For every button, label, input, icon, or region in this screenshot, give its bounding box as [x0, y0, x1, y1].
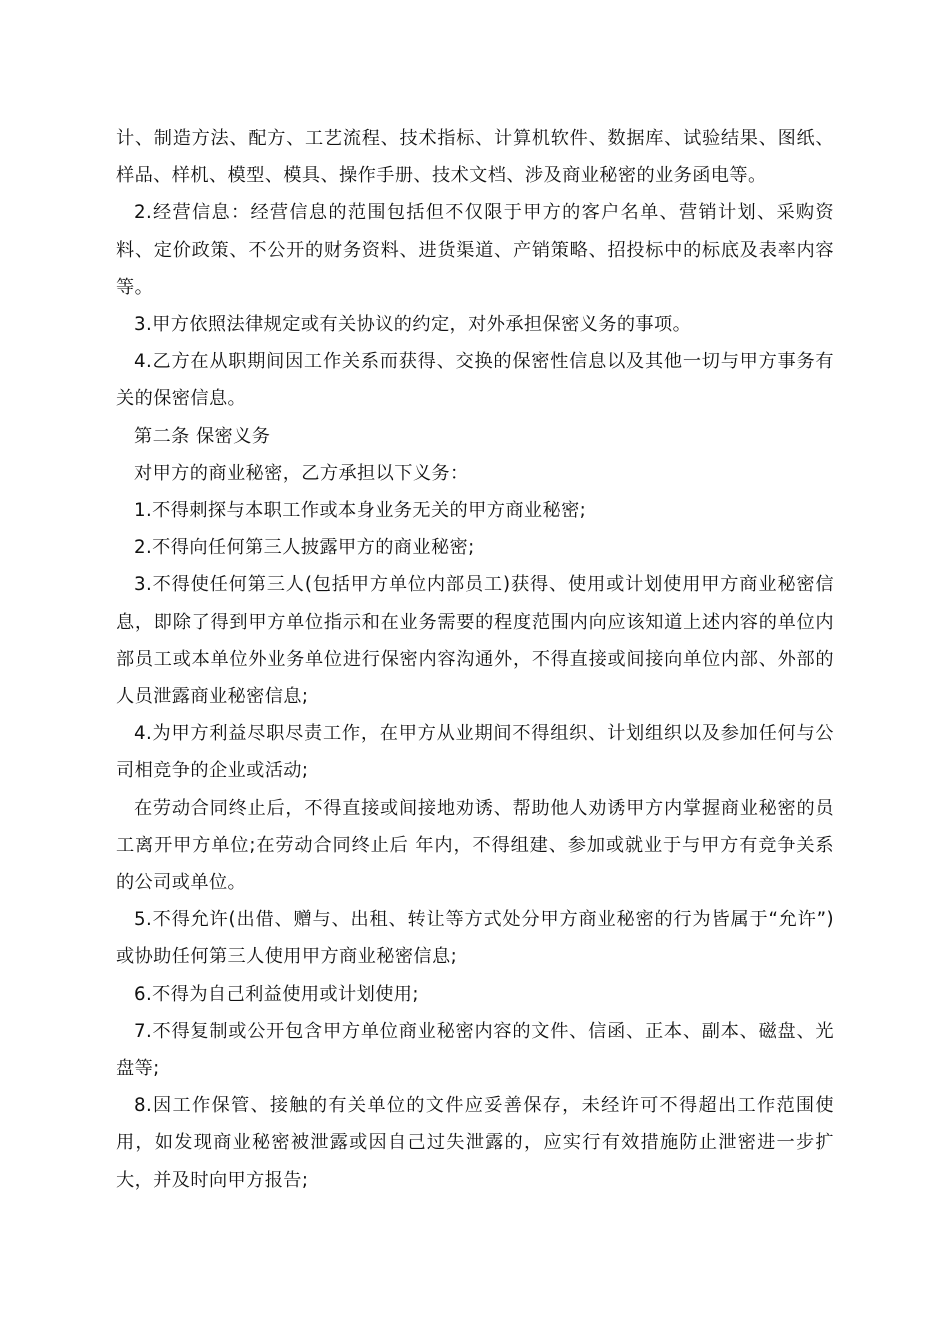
duty-item-2: 2.不得向任何第三人披露甲方的商业秘密;: [134, 537, 475, 559]
paragraph-duty-intro: 对甲方的商业秘密，乙方承担以下义务：: [134, 462, 469, 484]
paragraph-legal-obligation: 3.甲方依照法律规定或有关协议的约定，对外承担保密义务的事项。: [134, 314, 692, 336]
paragraph-continued-technical-info: 计、制造方法、配方、工艺流程、技术指标、计算机软件、数据库、试验结果、图纸、样品、样机、模型、模具、操作手册、技术文档、涉及商业秘密的业务函电等。: [116, 128, 834, 187]
paragraph-post-termination: 在劳动合同终止后，不得直接或间接地劝诱、帮助他人劝诱甲方内掌握商业秘密的员工离开甲方单位;在劳动合同终止后 年内，不得组建、参加或就业于与甲方有竞争关系的公司或单位。: [116, 797, 834, 894]
duty-item-7: 7.不得复制或公开包含甲方单位商业秘密内容的文件、信函、正本、副本、磁盘、光盘等;: [116, 1020, 834, 1080]
duty-item-5: 5.不得允许(出借、赠与、出租、转让等方式处分甲方商业秘密的行为皆属于“允许”)或协助任何第三人使用甲方商业秘密信息;: [116, 909, 834, 968]
document-body: [116, 120, 834, 1199]
paragraph-employment-info: 4.乙方在从职期间因工作关系而获得、交换的保密性信息以及其他一切与甲方事务有关的保密信息。: [116, 351, 834, 410]
duty-item-1: 1.不得刺探与本职工作或本身业务无关的甲方商业秘密;: [134, 500, 587, 522]
section-heading-confidentiality-duty: 第二条 保密义务: [134, 425, 271, 447]
duty-item-4: 4.为甲方利益尽职尽责工作，在甲方从业期间不得组织、计划组织以及参加任何与公司相竞争的企业或活动;: [116, 723, 834, 782]
duty-item-6: 6.不得为自己利益使用或计划使用;: [134, 983, 419, 1005]
duty-item-8: 8.因工作保管、接触的有关单位的文件应妥善保存，未经许可不得超出工作范围使用，如发现商业秘密被泄露或因自己过失泄露的，应实行有效措施防止泄密进一步扩大，并及时向甲方报告;: [116, 1095, 834, 1191]
duty-item-3: 3.不得使任何第三人(包括甲方单位内部员工)获得、使用或计划使用甲方商业秘密信息，即除了得到甲方单位指示和在业务需要的程度范围内向应该知道上述内容的单位内部员工或本单位外业务单位进行保密内容沟通外，不得直接或间接向单位内部、外部的人员泄露商业秘密信息;: [116, 574, 834, 708]
paragraph-business-info: 2.经营信息：经营信息的范围包括但不仅限于甲方的客户名单、营销计划、采购资料、定价政策、不公开的财务资料、进货渠道、产销策略、招投标中的标底及表率内容等。: [116, 202, 834, 298]
